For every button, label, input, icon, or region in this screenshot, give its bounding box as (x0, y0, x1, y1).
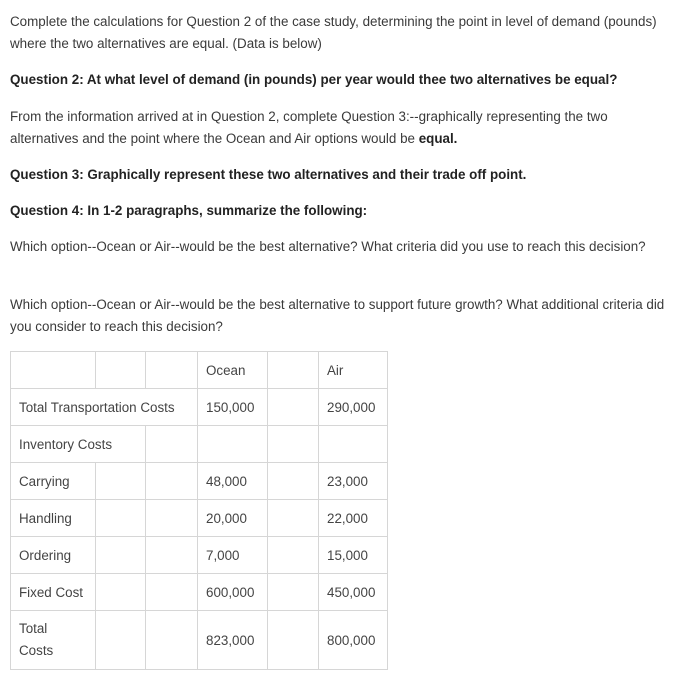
table-cell (146, 352, 198, 389)
table-cell (146, 426, 198, 463)
table-cell (146, 611, 198, 670)
table-cell (146, 574, 198, 611)
table-cell (268, 500, 319, 537)
table-cell (268, 389, 319, 426)
air-value: 22,000 (319, 500, 388, 537)
row-label: Fixed Cost (11, 574, 96, 611)
table-cell (268, 426, 319, 463)
air-value: 800,000 (319, 611, 388, 670)
table-cell (268, 463, 319, 500)
row-label: Ordering (11, 537, 96, 574)
row-label (11, 611, 96, 670)
air-value: 23,000 (319, 463, 388, 500)
table-cell (96, 574, 146, 611)
ocean-header: Ocean (198, 352, 268, 389)
total-label-line-2: Costs (19, 643, 54, 658)
table-cell (11, 352, 96, 389)
air-value: 15,000 (319, 537, 388, 574)
air-header: Air (319, 352, 388, 389)
table-cell (268, 611, 319, 670)
air-value: 450,000 (319, 574, 388, 611)
table-row (11, 574, 388, 611)
table-row (11, 389, 388, 426)
row-label: Handling (11, 500, 96, 537)
question-4: Question 4: In 1-2 paragraphs, summarize the following: (10, 203, 368, 218)
ocean-value: 823,000 (198, 611, 268, 670)
table-cell (268, 574, 319, 611)
total-label-line-1: Total (19, 621, 48, 636)
row-label: Inventory Costs (11, 426, 146, 463)
table-cell (96, 537, 146, 574)
ocean-value: 20,000 (198, 500, 268, 537)
air-value: 290,000 (319, 389, 388, 426)
table-cell (96, 500, 146, 537)
criteria-question-1: Which option--Ocean or Air--would be the best alternative? What criteria did you use to reach this decision? (10, 239, 646, 254)
question-3-intro-text: From the information arrived at in Question 2, complete Question 3:--graphically representing the two alternatives and the point where the Ocean and Air options would be (10, 109, 608, 146)
question-3-intro (10, 106, 675, 150)
table-row (11, 500, 388, 537)
air-value (319, 426, 388, 463)
ocean-value: 150,000 (198, 389, 268, 426)
table-cell (96, 611, 146, 670)
criteria-question-2: Which option--Ocean or Air--would be the best alternative to support future growth? What additional criteria did you consider to reach this decision? (10, 297, 665, 334)
question-3: Question 3: Graphically represent these two alternatives and their trade off point. (10, 167, 527, 182)
table-cell (96, 463, 146, 500)
ocean-value: 48,000 (198, 463, 268, 500)
table-cell (268, 352, 319, 389)
table-header-row (11, 352, 388, 389)
question-2: Question 2: At what level of demand (in pounds) per year would thee two alternatives be equal? (10, 72, 618, 87)
table-cell (268, 537, 319, 574)
table-row (11, 611, 388, 670)
ocean-value (198, 426, 268, 463)
row-label: Total Transportation Costs (11, 389, 198, 426)
table-row (11, 426, 388, 463)
cost-comparison-table (10, 351, 388, 670)
intro-paragraph: Complete the calculations for Question 2 of the case study, determining the point in level of demand (pounds) where the two alternatives are equal. (Data is below) (10, 14, 657, 51)
table-cell (146, 537, 198, 574)
ocean-value: 7,000 (198, 537, 268, 574)
ocean-value: 600,000 (198, 574, 268, 611)
table-row (11, 537, 388, 574)
row-label: Carrying (11, 463, 96, 500)
table-cell (96, 352, 146, 389)
table-cell (146, 500, 198, 537)
table-row (11, 463, 388, 500)
question-3-intro-bold: equal. (418, 131, 458, 146)
table-cell (146, 463, 198, 500)
